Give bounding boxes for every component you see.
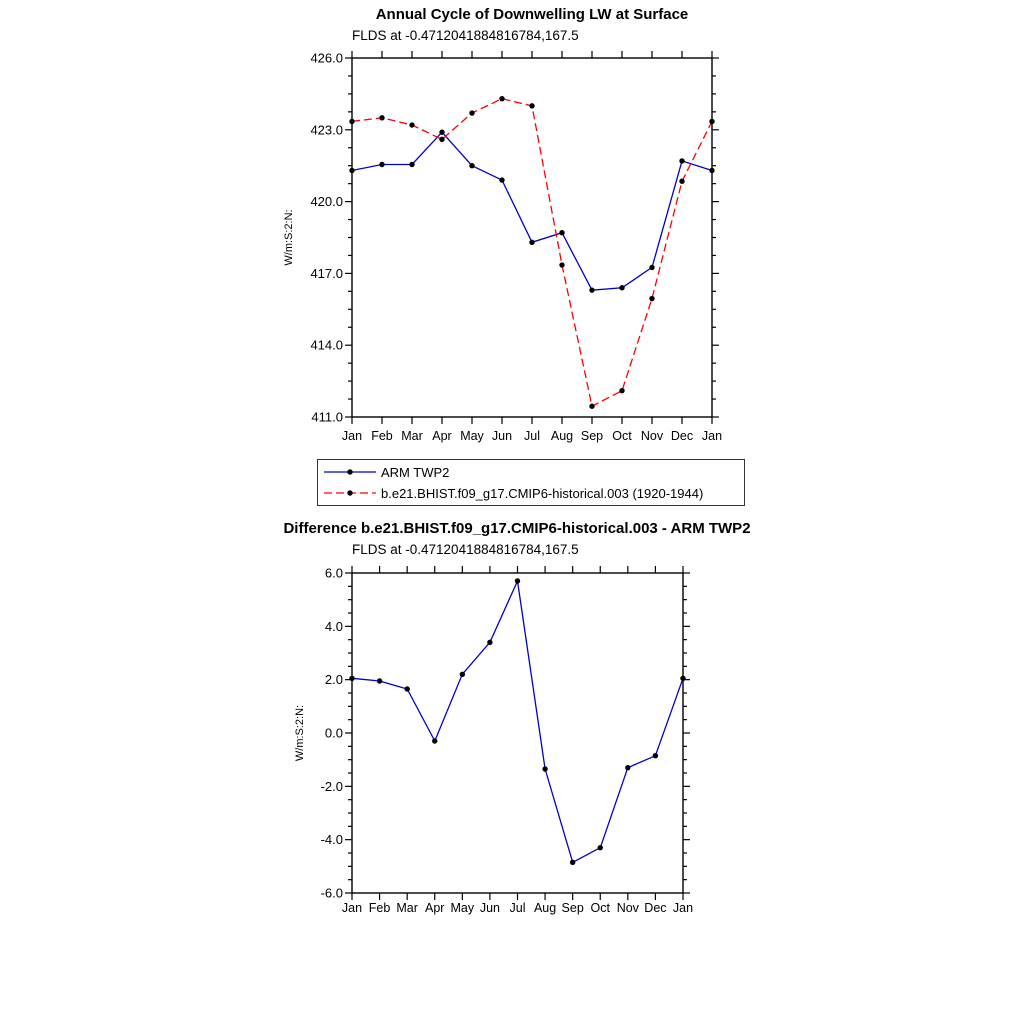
y-tick-label: 414.0 xyxy=(310,337,343,353)
data-point-marker xyxy=(589,404,594,409)
data-point-marker xyxy=(515,578,520,583)
x-tick-label: Jan xyxy=(701,429,723,443)
data-point-marker xyxy=(679,158,684,163)
data-point-marker xyxy=(680,676,685,681)
data-point-marker xyxy=(559,230,564,235)
x-tick-label: Nov xyxy=(616,901,639,915)
x-tick-label: Apr xyxy=(432,429,452,443)
x-tick-label: Jul xyxy=(524,429,540,443)
data-point-marker xyxy=(349,676,354,681)
data-point-marker xyxy=(653,753,658,758)
x-tick-label: Dec xyxy=(670,429,694,443)
x-tick-label: Oct xyxy=(590,901,610,915)
legend-label-obs: ARM TWP2 xyxy=(381,464,450,480)
difference-subtitle: FLDS at -0.4712041884816784,167.5 xyxy=(352,542,579,557)
data-point-marker xyxy=(559,262,564,267)
data-point-marker xyxy=(487,640,492,645)
x-tick-label: Jan xyxy=(341,901,363,915)
legend-marker xyxy=(347,490,352,495)
data-point-marker xyxy=(679,179,684,184)
x-tick-label: Mar xyxy=(396,901,418,915)
y-tick-label: 4.0 xyxy=(324,618,343,634)
data-point-marker xyxy=(649,296,654,301)
data-point-marker xyxy=(499,96,504,101)
series-line xyxy=(352,581,683,862)
series-line xyxy=(352,99,712,407)
data-point-marker xyxy=(619,285,624,290)
plot-frame xyxy=(352,573,683,893)
x-tick-label: Apr xyxy=(425,901,445,915)
x-tick-label: May xyxy=(450,901,475,915)
data-point-marker xyxy=(439,137,444,142)
axes xyxy=(345,566,690,900)
legend-row-obs xyxy=(323,462,744,483)
x-tick-label: May xyxy=(460,429,484,443)
x-tick-label: Jul xyxy=(509,901,526,915)
data-point-marker xyxy=(377,678,382,683)
data-point-marker xyxy=(439,129,444,134)
data-point-marker xyxy=(469,163,474,168)
legend-line-sample-obs xyxy=(323,466,377,478)
series-0 xyxy=(349,578,685,865)
data-point-marker xyxy=(409,122,414,127)
x-tick-label: Feb xyxy=(371,429,393,443)
annual-cycle-plot xyxy=(283,51,722,444)
x-tick-label: Jan xyxy=(672,901,694,915)
data-point-marker xyxy=(409,162,414,167)
legend-box xyxy=(317,459,745,506)
data-point-marker xyxy=(499,177,504,182)
data-point-marker xyxy=(625,765,630,770)
legend-marker xyxy=(347,469,352,474)
y-axis-title: W/m:S:2:N: xyxy=(283,209,295,266)
x-tick-label: Dec xyxy=(644,901,667,915)
y-tick-label: 426.0 xyxy=(310,50,343,66)
x-tick-label: Jun xyxy=(491,429,513,443)
y-tick-label: 0.0 xyxy=(324,725,343,741)
data-point-marker xyxy=(589,287,594,292)
data-point-marker xyxy=(404,686,409,691)
x-tick-label: Feb xyxy=(368,901,391,915)
y-tick-label: 2.0 xyxy=(324,672,343,688)
x-tick-label: Jan xyxy=(341,429,363,443)
legend-row-model xyxy=(323,483,744,504)
y-tick-label: -6.0 xyxy=(320,885,343,901)
data-point-marker xyxy=(349,119,354,124)
data-point-marker xyxy=(619,388,624,393)
data-point-marker xyxy=(379,115,384,120)
legend-line-sample-model xyxy=(323,487,377,499)
difference-title: Difference b.e21.BHIST.f09_g17.CMIP6-historical.003 - ARM TWP2 xyxy=(283,520,751,537)
y-tick-label: 417.0 xyxy=(310,265,343,281)
data-point-marker xyxy=(570,860,575,865)
x-tick-label: Sep xyxy=(561,901,584,915)
y-tick-label: -2.0 xyxy=(320,778,343,794)
x-tick-label: Mar xyxy=(401,429,423,443)
data-point-marker xyxy=(529,240,534,245)
axis-labels xyxy=(294,566,693,916)
y-tick-label: 423.0 xyxy=(310,122,343,138)
x-tick-label: Jun xyxy=(479,901,500,915)
y-tick-label: 411.0 xyxy=(311,409,343,425)
series-line xyxy=(352,132,712,290)
data-point-marker xyxy=(649,265,654,270)
data-point-marker xyxy=(460,672,465,677)
x-tick-label: Sep xyxy=(580,429,604,443)
annual-cycle-subtitle: FLDS at -0.4712041884816784,167.5 xyxy=(352,28,579,43)
data-point-marker xyxy=(469,110,474,115)
data-point-marker xyxy=(349,168,354,173)
x-tick-label: Aug xyxy=(550,429,574,443)
x-tick-label: Aug xyxy=(533,901,557,915)
legend-label-model: b.e21.BHIST.f09_g17.CMIP6-historical.003 (1920-1944) xyxy=(381,485,704,501)
annual-cycle-title: Annual Cycle of Downwelling LW at Surface xyxy=(375,6,689,23)
data-point-marker xyxy=(432,738,437,743)
y-tick-label: 420.0 xyxy=(310,194,343,210)
data-point-marker xyxy=(529,103,534,108)
difference-plot xyxy=(294,566,693,916)
plot-frame xyxy=(352,58,712,417)
data-point-marker xyxy=(709,168,714,173)
y-axis-title: W/m:S:2:N: xyxy=(294,704,306,762)
y-tick-label: -4.0 xyxy=(320,832,343,848)
data-point-marker xyxy=(379,162,384,167)
data-point-marker xyxy=(709,119,714,124)
x-tick-label: Oct xyxy=(612,429,632,443)
data-point-marker xyxy=(598,845,603,850)
series-1 xyxy=(349,96,714,409)
x-tick-label: Nov xyxy=(640,429,664,443)
data-point-marker xyxy=(542,766,547,771)
axis-labels xyxy=(283,51,722,444)
y-tick-label: 6.0 xyxy=(324,565,343,581)
